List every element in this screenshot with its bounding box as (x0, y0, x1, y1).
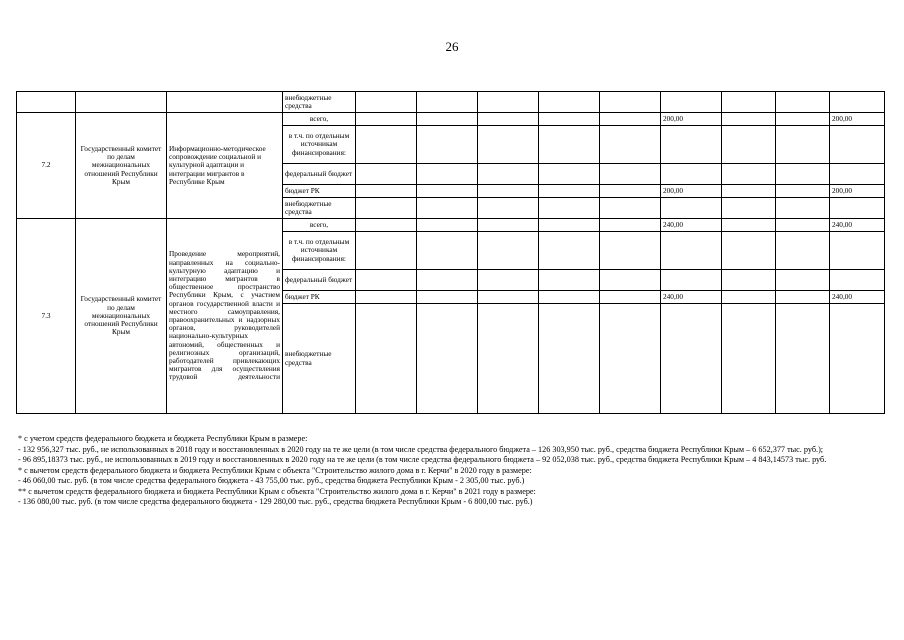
footnote-line: - 132 956,327 тыс. руб., не использованных в 2018 году и восстановленных в 2020 году на те же цели (в том числе средства федерального бюджета – 126 303,950 тыс. руб., средства бюджета Республики Крым – 6 652,377 тыс. руб.); (18, 444, 824, 454)
footnote-line: ** с вычетом средств федерального бюджета и бюджета Республики Крым с объекта "Строительство жилого дома в г. Керчи" в 2021 году в размере: (18, 486, 536, 496)
source-cell: всего, (283, 113, 356, 126)
value-cell (661, 304, 722, 414)
source-cell: бюджет РК (283, 185, 356, 198)
source-cell: внебюджетные средства (283, 198, 356, 219)
footnote-line: * с учетом средств федерального бюджета и бюджета Республики Крым в размере: (18, 434, 308, 443)
table-row (17, 219, 885, 232)
value-cell (661, 126, 722, 164)
source-cell: федеральный бюджет (283, 270, 356, 291)
value-cell: 200,00 (661, 185, 722, 198)
value-cell: 240,00 (830, 291, 885, 304)
value-cell (830, 270, 885, 291)
value-cell: 200,00 (830, 113, 885, 126)
source-cell: внебюджетные средства (283, 92, 356, 113)
budget-table (16, 91, 885, 414)
table-cell (76, 92, 167, 113)
source-cell: в т.ч. по отдельным источникам финансирования: (283, 232, 356, 270)
value-cell: 200,00 (661, 113, 722, 126)
row-number: 7.3 (17, 219, 76, 414)
executor-cell: Государственный комитет по делам межнациональных отношений Республики Крым (76, 219, 167, 414)
value-cell (661, 270, 722, 291)
value-cell: 240,00 (661, 219, 722, 232)
source-cell: всего, (283, 219, 356, 232)
activity-cell: Информационно-методическое сопровождение социальной и культурной адаптации и интеграции мигрантов в Республике Крым (167, 113, 283, 219)
source-cell: внебюджетные средства (283, 304, 356, 414)
executor-cell: Государственный комитет по делам межнациональных отношений Республики Крым (76, 113, 167, 219)
value-cell (830, 304, 885, 414)
table-row (17, 92, 885, 113)
source-cell: бюджет РК (283, 291, 356, 304)
page-number: 26 (445, 39, 459, 54)
value-cell (830, 198, 885, 219)
value-cell (661, 164, 722, 185)
footnote-line: * с вычетом средств федерального бюджета и бюджета Республики Крым с объекта "Строительство жилого дома в г. Керчи" в 2020 году в размере: (18, 465, 532, 475)
value-cell (661, 198, 722, 219)
row-number: 7.2 (17, 113, 76, 219)
value-cell: 240,00 (830, 219, 885, 232)
activity-cell: Проведение мероприятий, направленных на социально-культурную адаптацию и интеграцию мигрантов в общественное пространство Республики Крым, с участием органов государственной власти и местного самоуправления, правоохранительных и надзорных органов, руководителей национально-культурных автономий, общественных и религиозных организаций, работодателей привлекающих мигрантов для осуществления трудовой деятельности (167, 219, 283, 414)
table-cell (167, 92, 283, 113)
table-cell (17, 92, 76, 113)
footnote-line: - 96 895,18373 тыс. руб., не использованных в 2019 году и восстановленных в 2020 году на те же цели (в том числе средства федерального бюджета – 92 052,038 тыс. руб., средства бюджета Республики Крым – 4 843,14573 тыс. руб. (18, 455, 827, 464)
value-cell (830, 126, 885, 164)
value-cell: 240,00 (661, 291, 722, 304)
footnote-line: - 136 080,00 тыс. руб. (в том числе средства федерального бюджета - 129 280,00 тыс. руб., средства бюджета Республики Крым - 6 800,00 тыс. руб.) (18, 497, 533, 506)
footnote-line: - 46 060,00 тыс. руб. (в том числе средства федерального бюджета - 43 755,00 тыс. руб., средства бюджета Республики Крым - 2 305,00 тыс. руб.) (18, 476, 525, 485)
table-row (17, 113, 885, 126)
source-cell: федеральный бюджет (283, 164, 356, 185)
value-cell: 200,00 (830, 185, 885, 198)
footnotes (18, 434, 890, 508)
value-cell (830, 232, 885, 270)
value-cell (661, 232, 722, 270)
source-cell: в т.ч. по отдельным источникам финансирования: (283, 126, 356, 164)
value-cell (830, 164, 885, 185)
